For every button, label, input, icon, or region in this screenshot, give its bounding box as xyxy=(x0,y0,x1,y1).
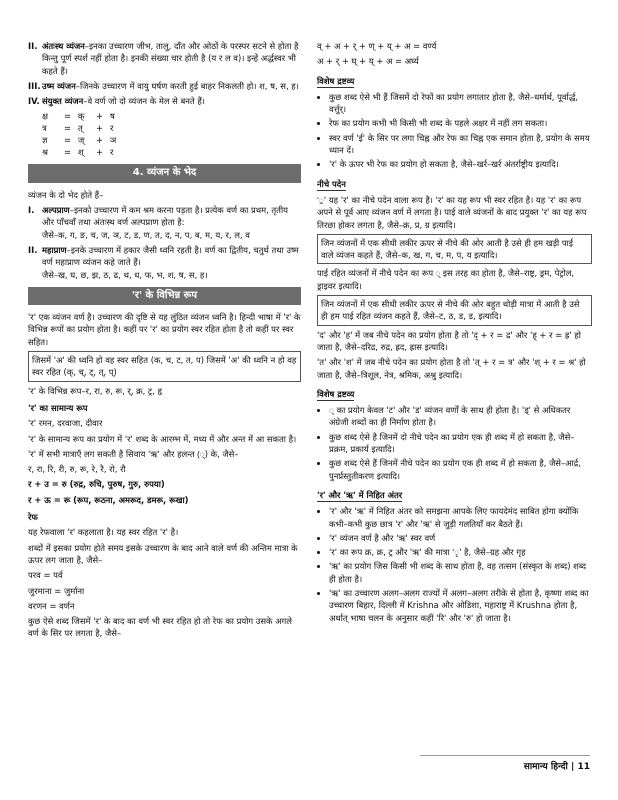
r-forms: 'र' के विभिन्न रूप–र, रा, रु, रू, र्, क्र, ट्र, हृ xyxy=(28,385,163,396)
ref-heading: रेफ xyxy=(28,512,38,523)
list-item: • रेफ का प्रयोग कभी भी किसी भी शब्द के पहले अक्षर में नहीं लग सकता। xyxy=(329,117,592,129)
vishesh-heading-1: विशेष द्रष्टव्य xyxy=(317,75,354,88)
antastha-item: II. अंतःस्थ व्यंजन–इनका उच्चारण जीभ, तालु, दाँत और ओठों के परस्पर सटने से होता है किन्तु पूर्ण स्पर्श नहीं होता है। इनकी संख्या चार होती है (य र ल व)। इन्हें अर्द्धस्वर भी कहते हैं। xyxy=(28,41,299,76)
alpapran-item: I. अल्पप्राण–इनको उच्चारण में कम श्रम करना पड़ता है। प्रत्येक वर्ण का प्रथम, तृतीय और पाँचवाँ तथा अंतःस्थ वर्ण अल्पप्राण होता है: जैसे–क, ग, ङ, च, ज, ञ, ट, ड, ण, त, द, न, प, ब, म, य, र, ल, व xyxy=(28,205,288,240)
r-samanya-text: 'र' के सामान्य रूप का प्रयोग में 'र' शब्द के आरम्भ में, मध्य में और अन्त में आ सकता है। xyxy=(28,433,297,444)
sanyukt-formulas xyxy=(28,110,301,158)
equation-1: व् + अ + र् + ण् + य् + अ = वर्ण्य xyxy=(317,41,437,51)
footer-separator: | xyxy=(571,762,575,772)
section-heading-vyanjan-bhed: 4. व्यंजन के भेद xyxy=(28,164,301,182)
left-column xyxy=(28,40,301,643)
ushma-item: III. उष्म व्यंजन–जिनके उच्चारण में वायु घर्षण करती हुई बाहर निकलती हो। श, ष, स, ह। xyxy=(28,80,299,91)
formula-row: क्ष = क् + ष xyxy=(42,111,115,122)
formula-row: ज्ञ = ज् + ञ xyxy=(42,135,117,146)
ref-example-1: परव = पर्व xyxy=(28,570,63,581)
vishesh-list-2 xyxy=(317,404,592,482)
vishesh-list-1 xyxy=(317,91,592,171)
vyanjan-intro: व्यंजन के दो भेद होते हैं– xyxy=(28,189,104,200)
r-info-box: जिसमें 'अ' की ध्वनि हो वह स्वर सहित (क, च, ट, त, प) जिसमें 'अ' की ध्वनि न हो वह स्वर रहित (क्, च्, ट्, त्, प्) xyxy=(28,351,301,382)
formula-row: त्र = त् + र xyxy=(42,123,114,134)
ref-example-2: जुरमाना = जुर्माना xyxy=(28,585,85,596)
list-item: • स्वर वर्ण 'ई' के सिर पर लगा चिह्न और रेफ का चिह्न एक समान होता है, प्रयोग के समय ध्यान दें। xyxy=(329,132,592,157)
page-footer xyxy=(524,759,590,772)
r-ri-antar-heading: 'र' और 'ऋ' में निहित अंतर xyxy=(317,489,402,502)
ref-example-3: वरणन = वर्णन xyxy=(28,600,75,611)
r-u-example: र + उ = रु (रुद्र, रुचि, पुरुष, गुरु, रुपया) xyxy=(28,479,165,490)
r-samanya-example: 'र' रमन, दरवाजा, दीवार xyxy=(28,418,103,429)
vishesh-heading-2: विशेष द्रष्टव्य xyxy=(317,388,354,401)
mahapran-examples: जैसे–ख, घ, छ, झ, ठ, ढ, थ, ध, फ, भ, श, ष, स, ह। xyxy=(42,269,208,280)
neeche-paden-text-2: पाई रहित व्यंजनों में नीचे पदेन का रूप ् इस तरह का होता है, जैसे–राष्ट्र, ड्रम, पेट्रोल, ड्राइवर इत्यादि। xyxy=(317,268,575,291)
r-matra-text: 'र' में सभी मात्राएँ लग सकती है सिवाय 'ऋ' और हलन्त (्) के, जैसे– xyxy=(28,448,239,459)
equation-2: अ + र् + घ् + य् + अ = अर्घ्य xyxy=(317,56,419,67)
alpapran-examples: जैसे–क, ग, ङ, च, ज, ञ, ट, ड, ण, त, द, न, प, ब, म, य, र, ल, व xyxy=(42,229,250,240)
section-heading-r-roop: 'र' के विभिन्न रूप xyxy=(28,287,301,305)
list-item: • कुछ शब्द ऐसे भी हैं जिसमें दो रेफों का प्रयोग लगातार होता है, जैसे–धर्मार्थ, पूर्वार्द्ध, वर्त्तुर्। xyxy=(329,91,592,116)
pai-rahit-box: जिन व्यंजनों में एक सीधी लकीर ऊपर से नीचे की ओर बहुत थोड़ी मात्रा में आती है उसे ही हम पाई रहित व्यंजन कहते हैं, जैसे–ट, ठ, ड, ड, इत्यादि। xyxy=(317,295,592,326)
r-uu-example: र + ऊ = रू (रूप, रूठना, अमरूद, डमरू, रूखा) xyxy=(28,494,189,505)
khadi-pai-box: जिन व्यंजनों में एक सीधी लकीर ऊपर से नीचे की ओर आती है उसे ही हम खड़ी पाई वाले व्यंजन कहते हैं, जैसे–क, ख, ग, च, म, प, य इत्यादि। xyxy=(317,234,592,265)
mahapran-item: II. महाप्राण–इनके उच्चारण में हकार जैसी ध्वनि रहती है। वर्ण का द्वितीय, चतुर्थ तथा उष्म वर्ण महाप्राण व्यंजन कहे जाते हैं। जैसे–ख, घ, छ, झ, ठ, ढ, थ, ध, फ, भ, श, ष, स, ह। xyxy=(28,244,299,280)
da-ha-rule: 'द' और 'ह' में जब नीचे पदेन का प्रयोग होता है तो 'द् + र = द्र' और 'ह् + र = ह्र' हो जाता है, जैसे–दरिद्र, रुद्र, ह्रद, ह्रास इत्यादि। xyxy=(317,329,581,352)
right-column xyxy=(317,40,592,627)
r-matra-list: र, रा, रि, री, रु, रू, रे, रै, रो, रौ xyxy=(28,464,126,475)
book-title: सामान्य हिन्दी xyxy=(523,762,568,772)
sanyukt-item: IV. संयुक्त व्यंजन–वे वर्ण जो दो व्यंजन के मेल से बनते हैं। xyxy=(28,96,205,107)
ref-text-2: शब्दों में इसका प्रयोग होते समय इसके उच्चारण के बाद आने वाले वर्ण की अन्तिम मात्रा के ऊपर लग जाता है, जैसे– xyxy=(28,542,298,565)
list-item: • 'ऋ' का प्रयोग जिस किसी भी शब्द के साथ होता है, वह तत्सम (संस्कृत के शब्द) शब्द ही होता है। xyxy=(329,560,592,585)
formula-row: श्र = श् + र xyxy=(42,147,114,158)
neeche-paden-text-1: '्र' यह 'र' का नीचे पदेन वाला रूप है। 'र' का यह रूप भी स्वर रहित है। यह 'र' का रूप अपने से पूर्व आए व्यंजन वर्ण में लगता है। पाई वाले व्यंजनों के बाद प्रयुक्त 'र' का यह रूप तिरछा होकर लगता है, जैसे–क्र, प्र, ग्र इत्यादि। xyxy=(317,194,587,230)
r-ri-list xyxy=(317,505,592,624)
list-item: • 'र' और 'ऋ' में निहित अंतर को समझना आपके लिए फायदेमंद साबित होगा क्योंकि कभी–कभी कुछ छात्र 'र' और 'ऋ' से जुड़ी गलतियाँ कर बैठते हैं। xyxy=(329,505,592,530)
list-item: • कुछ शब्द ऐसे हैं जिनमें नीचे पदेन का प्रयोग एक ही शब्द में हो सकता है, जैसे–आर्द्र, पुनर्प्रस्तुतीकरण इत्यादि। xyxy=(329,457,592,482)
ta-sha-rule: 'त' और 'श' में जब नीचे पदेन का प्रयोग होता है तो 'त् + र = त्र' और 'श् + र = श्र' हो जाता है, जैसे–त्रिशूल, नेत्र, श्रमिक, अश्रु इत्यादि। xyxy=(317,357,586,380)
footer-rule xyxy=(420,755,590,756)
list-item: • ् का प्रयोग केवल 'ट' और 'ड' व्यंजन वर्णों के साथ ही होता है। 'ड्' से अधिकतर अंग्रेजी शब्दों का ही निर्माण होता है। xyxy=(329,404,592,429)
page-number: 11 xyxy=(577,762,590,772)
list-item: • 'र' का रूप क्र, क्र, ट्र और 'ऋ' की मात्रा 'ृ' है, जैसे–ग्रह और गृह xyxy=(329,546,592,558)
r-intro: 'र' एक व्यंजन वर्ण है। उच्चारण की दृष्टि से यह लुंठित व्यंजन ध्वनि है। हिन्दी भाषा में 'र' के विभिन्न रूपों का प्रयोग होता है। कहीं पर 'र' का प्रयोग स्वर रहित होता है तो कहीं पर स्वर सहित। xyxy=(28,312,301,347)
r-samanya-heading: 'र' का सामान्य रूप xyxy=(28,402,88,413)
list-item: • 'र' के ऊपर भी रेफ का प्रयोग हो सकता है, जैसे–खर्र–खर्र अंतर्राष्ट्रीय इत्यादि। xyxy=(329,158,592,170)
ref-text-1: यह रेफवाला 'र' कहलाता है। यह स्वर रहित 'र' है। xyxy=(28,527,179,538)
neeche-paden-heading: नीचे पदेन xyxy=(317,178,346,191)
list-item: • कुछ शब्द ऐसे है जिनमें दो नीचे पदेन का प्रयोग एक ही शब्द में हो सकता है, जैसे–प्रक्रम, प्रकार्य इत्यादि। xyxy=(329,431,592,456)
list-item: • 'र' व्यंजन वर्ण है और 'ऋ' स्वर वर्ण xyxy=(329,532,592,544)
list-item: • 'ऋ' का उच्चारण अलग–अलग राज्यों में अलग–अलग तरीके से होता है, कृष्णा शब्द का उच्चारण बिहार, दिल्ली में Krishna और ओडिशा, महाराष्ट्र में Krushna होता है, अर्थात् भाषा चलन के अनुसार कहीं 'रि' और 'रु' हो जाता है। xyxy=(329,587,592,624)
ref-text-3: कुछ ऐसे शब्द जिसमें 'र' के बाद का वर्ण भी स्वर रहित हो तो रेफ का प्रयोग उसके अगले वर्ण के सिर पर लगता है, जैसे– xyxy=(28,616,292,639)
